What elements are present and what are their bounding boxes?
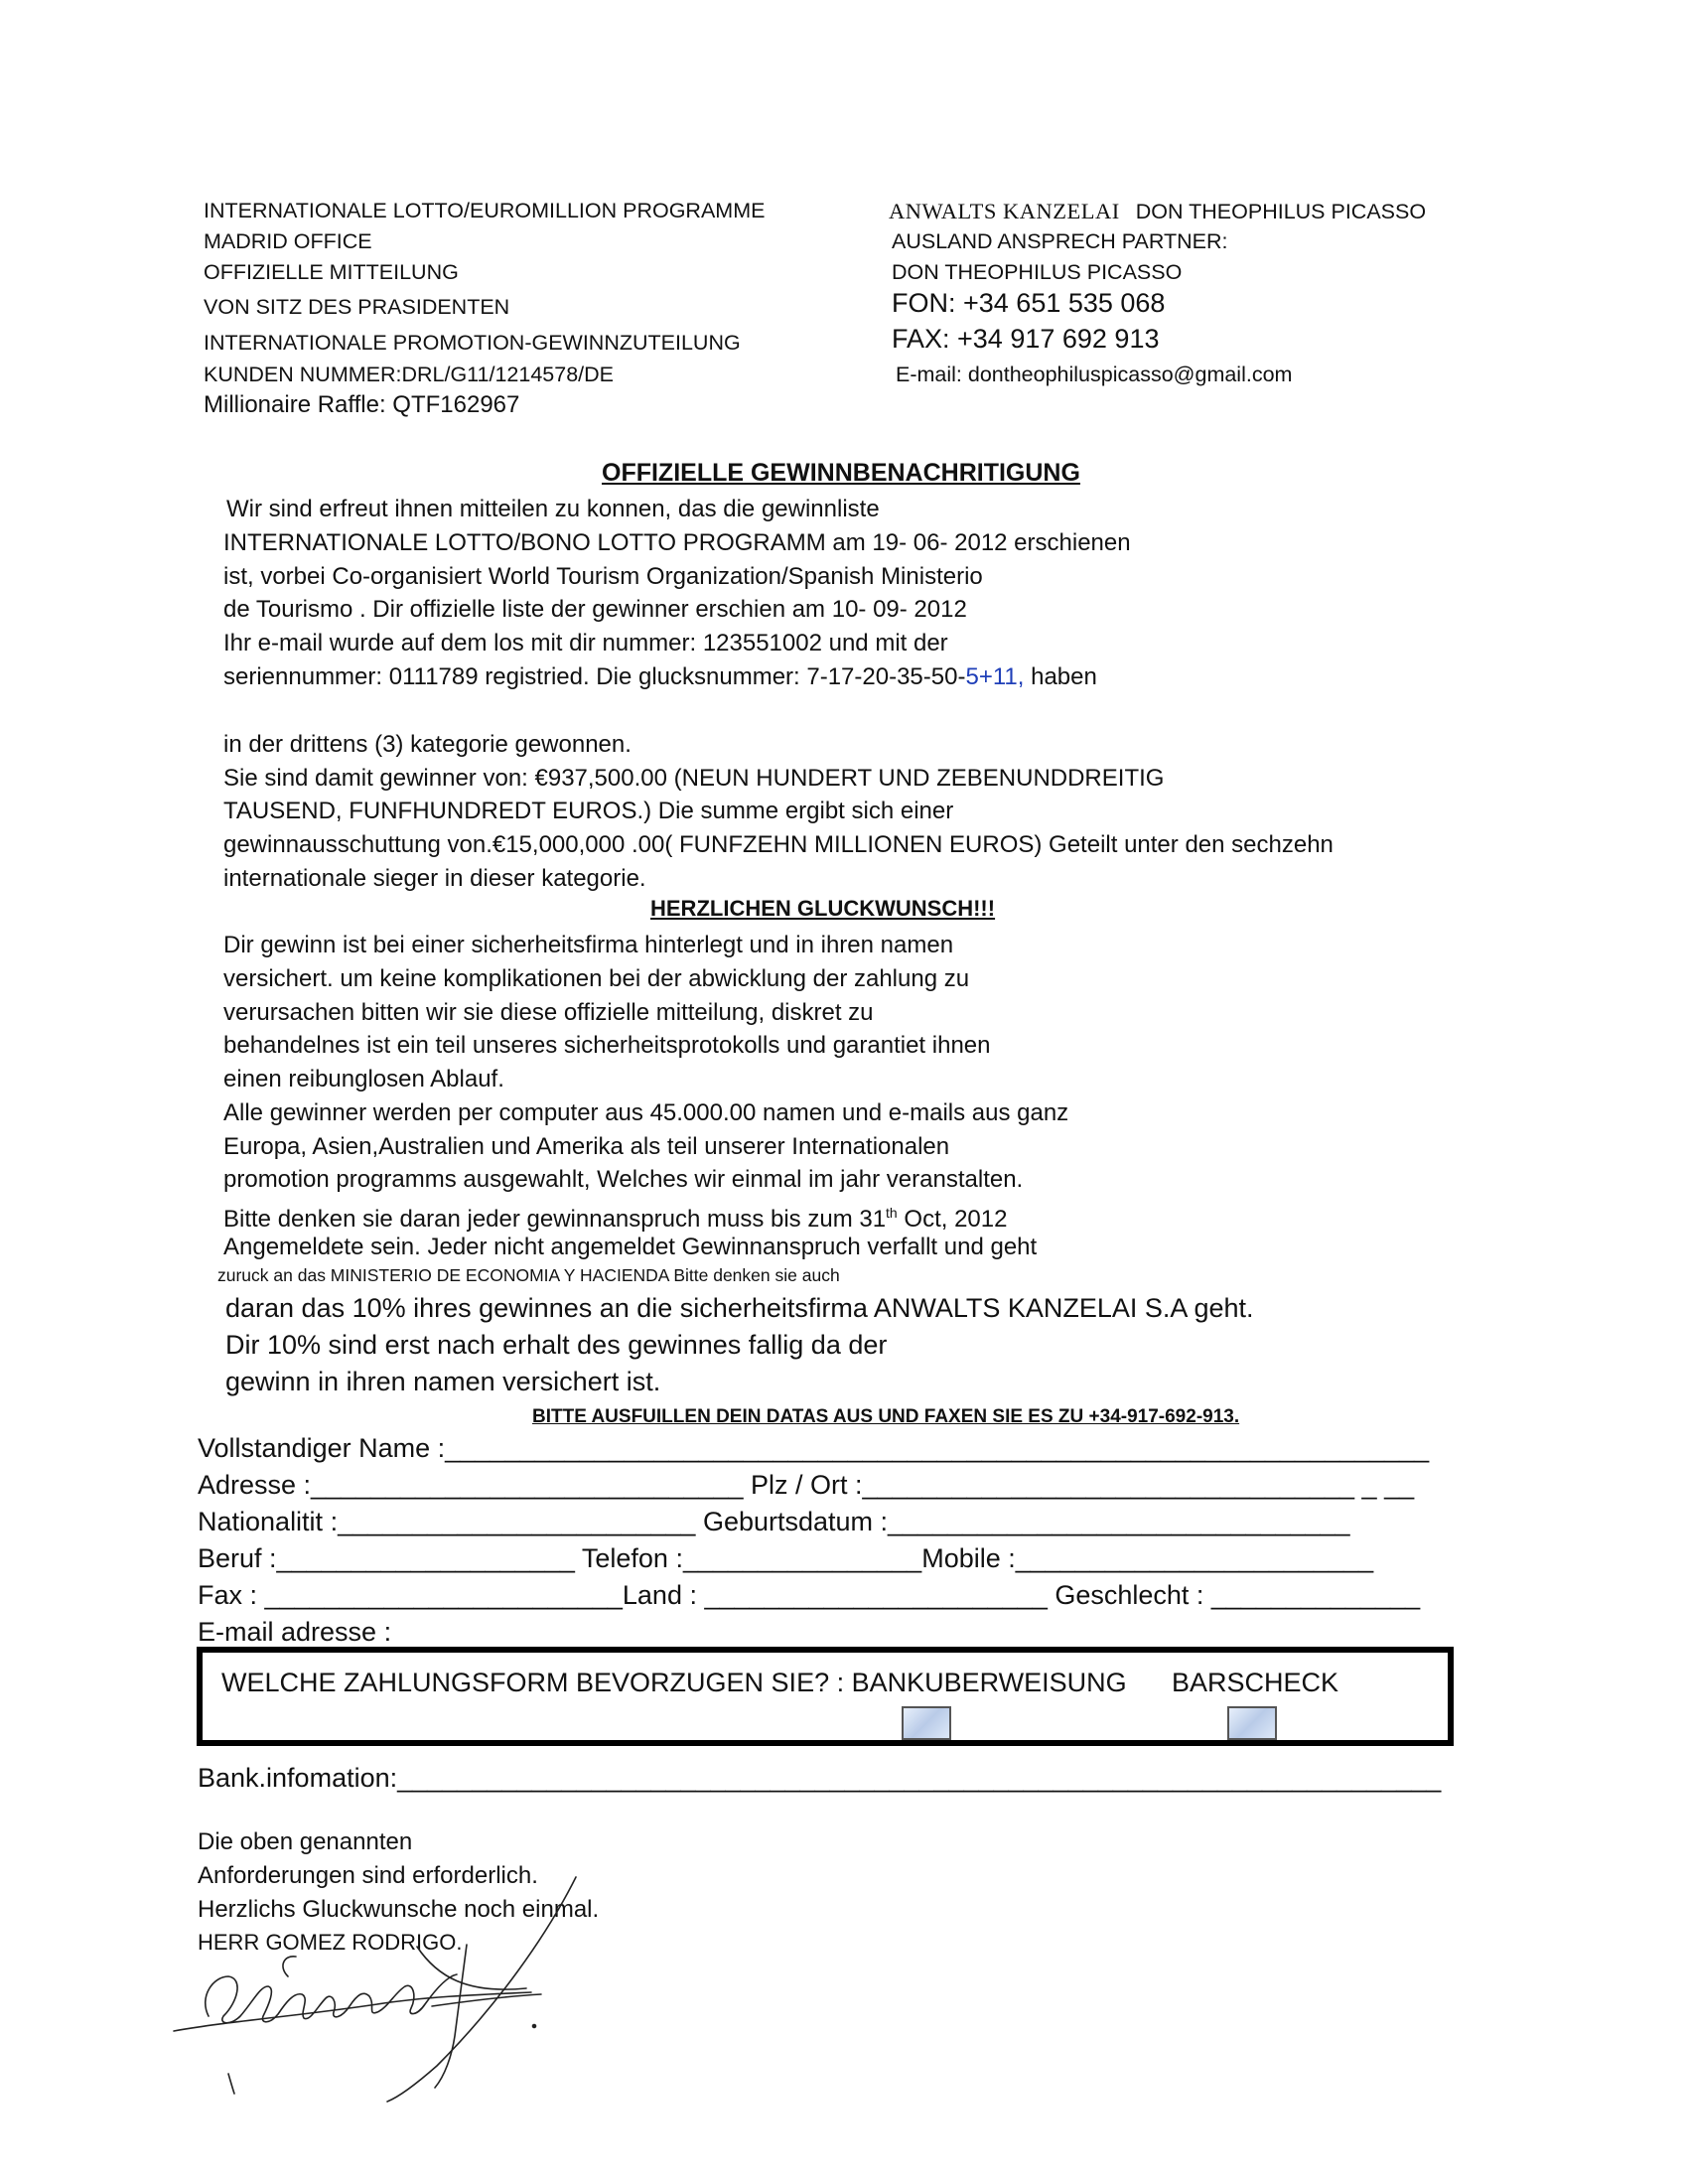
- highlighted-numbers: 5+11,: [965, 663, 1025, 690]
- text-line: Dir 10% sind erst nach erhalt des gewinnes fallig da der: [225, 1330, 888, 1360]
- header-line: INTERNATIONALE LOTTO/EUROMILLION PROGRAMME: [204, 199, 766, 222]
- text-line: behandelnes ist ein teil unseres sicherheitsprotokolls und garantiet ihnen: [223, 1032, 991, 1059]
- signatory-name: HERR GOMEZ RODRIGO.: [198, 1930, 463, 1955]
- header-line: KUNDEN NUMMER:DRL/G11/1214578/DE: [204, 363, 615, 386]
- header-line: OFFIZIELLE MITTEILUNG: [204, 260, 459, 284]
- text-line: ist, vorbei Co-organisiert World Tourism Organization/Spanish Ministerio: [223, 563, 983, 590]
- text-line: Dir gewinn ist bei einer sicherheitsfirma hinterlegt und in ihren namen: [223, 932, 954, 958]
- text-line: Sie sind damit gewinner von: €937,500.00 (NEUN HUNDERT UND ZEBENUNDDREITIG: [223, 765, 1165, 792]
- email-address: E-mail: dontheophiluspicasso@gmail.com: [896, 363, 1293, 386]
- text-line: daran das 10% ihres gewinnes an die sicherheitsfirma ANWALTS KANZELAI S.A geht.: [225, 1293, 1254, 1323]
- bank-information-field[interactable]: Bank.infomation:______________________________________________________________________: [198, 1763, 1442, 1793]
- full-name-field[interactable]: Vollstandiger Name :__________________________________________________________________: [198, 1433, 1430, 1463]
- closing-line: Anforderungen sind erforderlich.: [198, 1862, 538, 1889]
- text-line: gewinn in ihren namen versichert ist.: [225, 1367, 661, 1396]
- deadline-text: Bitte denken sie daran jeder gewinnanspruch muss bis zum 31: [223, 1206, 887, 1233]
- text-line: Europa, Asien,Australien und Amerika als teil unserer Internationalen: [223, 1133, 950, 1160]
- nationality-field[interactable]: Nationalitit :________________________ Geburtsdatum :_______________________________: [198, 1507, 1350, 1536]
- text-line: in der drittens (3) kategorie gewonnen.: [223, 731, 632, 758]
- closing-line: Herzlichs Gluckwunsche noch einmal.: [198, 1896, 600, 1923]
- serial-text: seriennummer: 0111789 registried. Die glucksnummer: 7-17-20-35-50-: [223, 663, 966, 690]
- text-line: TAUSEND, FUNFHUNDREDT EUROS.) Die summe ergibt sich einer: [223, 798, 954, 824]
- header-line: INTERNATIONALE PROMOTION-GEWINNZUTEILUNG: [204, 331, 741, 355]
- fax-number: FAX: +34 917 692 913: [892, 324, 1160, 354]
- address-field[interactable]: Adresse :_____________________________ Plz / Ort :_________________________________ _ __: [198, 1470, 1415, 1500]
- bank-transfer-checkbox[interactable]: [902, 1706, 951, 1740]
- cheque-checkbox[interactable]: [1227, 1706, 1277, 1740]
- text-line: internationale sieger in dieser kategorie.: [223, 865, 646, 892]
- raffle-number: Millionaire Raffle: QTF162967: [204, 391, 520, 418]
- closing-line: Die oben genannten: [198, 1828, 413, 1855]
- text-line: Angemeldete sein. Jeder nicht angemeldet Gewinnanspruch verfallt und geht: [223, 1234, 1038, 1260]
- payment-question: WELCHE ZAHLUNGSFORM BEVORZUGEN SIE? : BANKUBERWEISUNG: [221, 1668, 1127, 1697]
- text-line: de Tourismo . Dir offizielle liste der gewinner erschien am 10- 09- 2012: [223, 596, 967, 623]
- ordinal-suffix: th: [886, 1205, 898, 1221]
- text-line: promotion programms ausgewahlt, Welches wir einmal im jahr veranstalten.: [223, 1166, 1024, 1193]
- text-line: gewinnausschuttung von.€15,000,000 .00( FUNFZEHN MILLIONEN EUROS) Geteilt unter den sechzehn: [223, 831, 1334, 858]
- text-line: einen reibunglosen Ablauf.: [223, 1066, 504, 1092]
- email-field[interactable]: E-mail adresse :: [198, 1617, 392, 1647]
- text-line: versichert. um keine komplikationen bei der abwicklung der zahlung zu: [223, 965, 970, 992]
- firm-line: [889, 196, 1426, 227]
- text-line: Alle gewinner werden per computer aus 45.000.00 namen und e-mails aus ganz: [223, 1099, 1069, 1126]
- text-line: verursachen bitten wir sie diese offizielle mitteilung, diskret zu: [223, 999, 874, 1026]
- header-line: VON SITZ DES PRASIDENTEN: [204, 295, 510, 319]
- text-line: INTERNATIONALE LOTTO/BONO LOTTO PROGRAMM am 19- 06- 2012 erschienen: [223, 529, 1131, 556]
- payment-option-cheque: BARSCHECK: [1172, 1668, 1339, 1697]
- signature-scribble: [169, 1827, 586, 2106]
- text-line: Ihr e-mail wurde auf dem los mit dir nummer: 123551002 und mit der: [223, 630, 948, 656]
- text-line: Wir sind erfreut ihnen mitteilen zu konnen, das die gewinnliste: [226, 496, 880, 522]
- phone-number: FON: +34 651 535 068: [892, 288, 1166, 318]
- deadline-date: Oct, 2012: [897, 1206, 1008, 1233]
- firm-name: DON THEOPHILUS PICASSO: [1135, 200, 1427, 223]
- congratulations-heading: HERZLICHEN GLUCKWUNSCH!!!: [650, 896, 996, 921]
- firm-label: ANWALTS KANZELAI: [889, 199, 1120, 223]
- form-title: BITTE AUSFUILLEN DEIN DATAS AUS UND FAXEN SIE ES ZU +34-917-692-913.: [532, 1406, 1240, 1427]
- serial-line: [223, 660, 1097, 694]
- partner-label: AUSLAND ANSPRECH PARTNER:: [892, 229, 1228, 253]
- partner-name: DON THEOPHILUS PICASSO: [892, 260, 1183, 284]
- fax-field[interactable]: Fax : ________________________Land : _______________________ Geschlecht : ______________: [198, 1580, 1421, 1610]
- header-line: MADRID OFFICE: [204, 229, 372, 253]
- serial-text-end: haben: [1024, 663, 1097, 690]
- small-text-line: zuruck an das MINISTERIO DE ECONOMIA Y HACIENDA Bitte denken sie auch: [217, 1265, 840, 1285]
- occupation-field[interactable]: Beruf :____________________ Telefon :________________Mobile :________________________: [198, 1543, 1374, 1573]
- page-title: OFFIZIELLE GEWINNBENACHRITIGUNG: [602, 459, 1080, 487]
